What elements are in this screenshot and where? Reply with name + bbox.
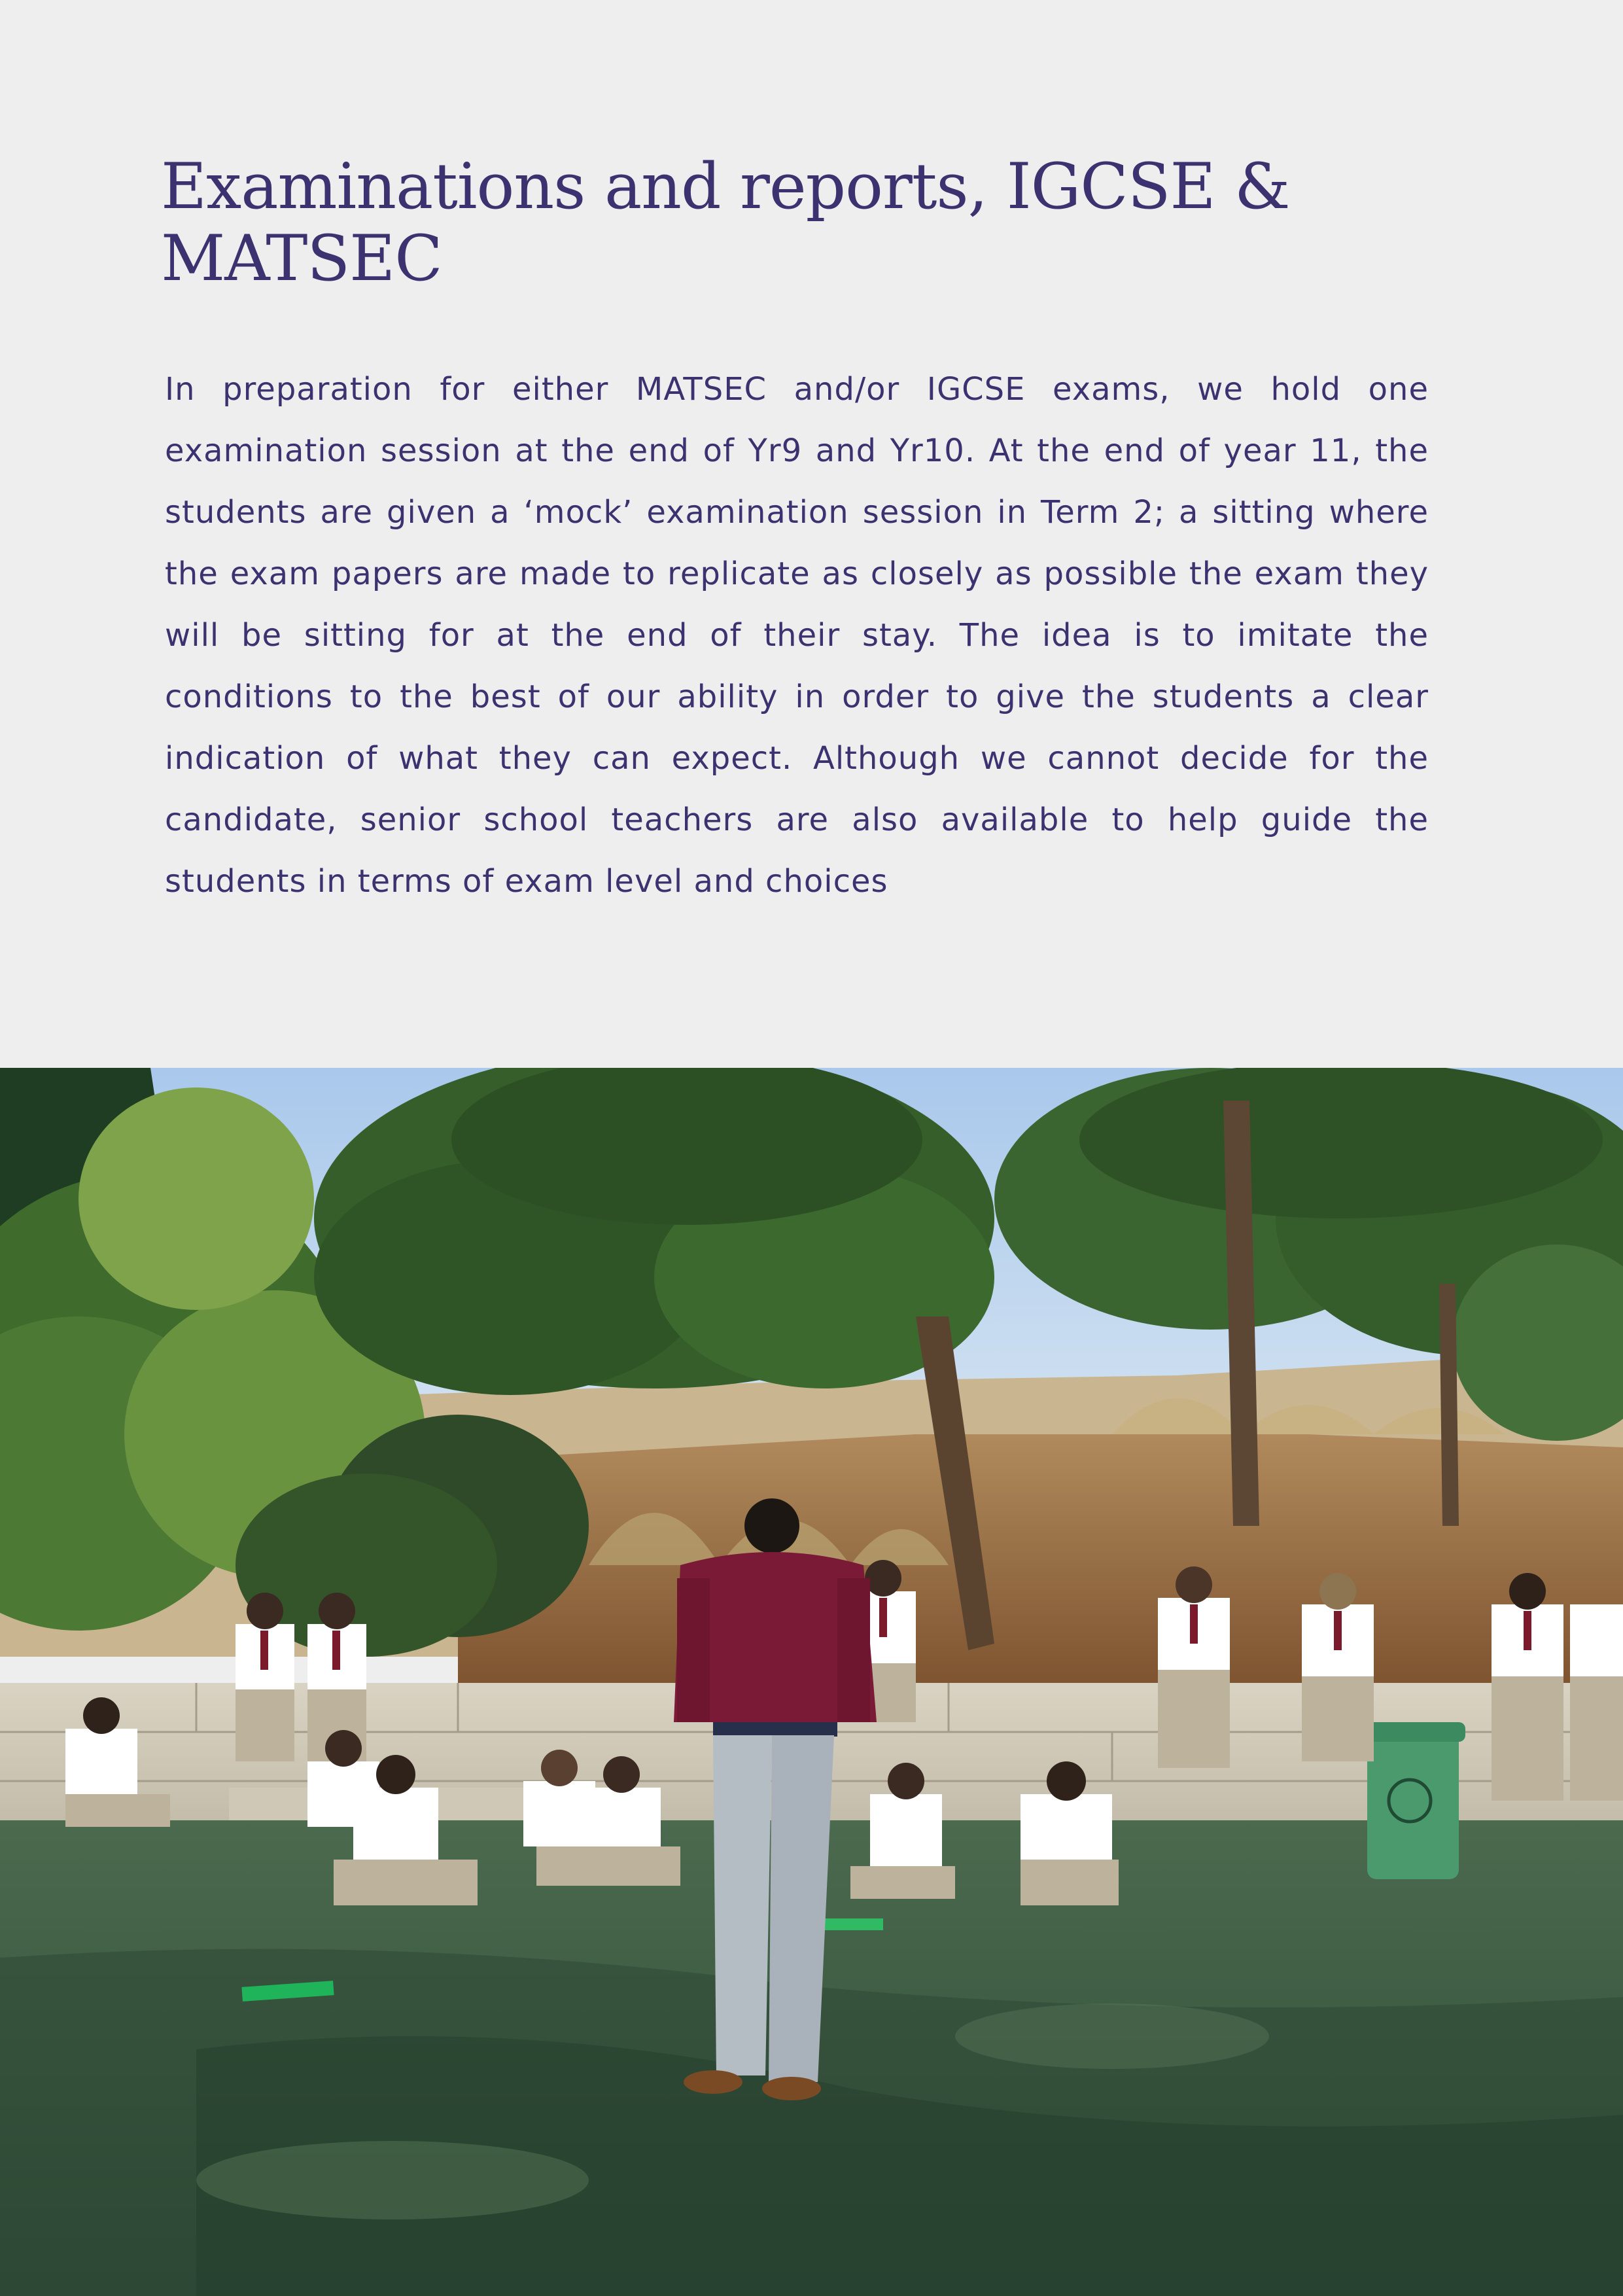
outdoor-class-photo <box>0 1068 1623 2296</box>
page-title: Examinations and reports, IGCSE & MATSEC <box>161 150 1290 295</box>
text-section <box>0 0 1623 1068</box>
body-paragraph: In preparation for either MATSEC and/or IGCSE exams, we hold one examination session at the end of Yr9 and Yr10. At the end of year 11, the students are given a ‘mock’ examination session in Term 2; a sitting where the exam papers are made to replicate as closely as possible the exam they will be sitting for at the end of their stay. The idea is to imitate the conditions to the best of our ability in order to give the students a clear indication of what they can expect. Although we cannot decide for the candidate, senior school teachers are also available to help guide the students in terms of exam level and choices <box>165 371 1429 900</box>
